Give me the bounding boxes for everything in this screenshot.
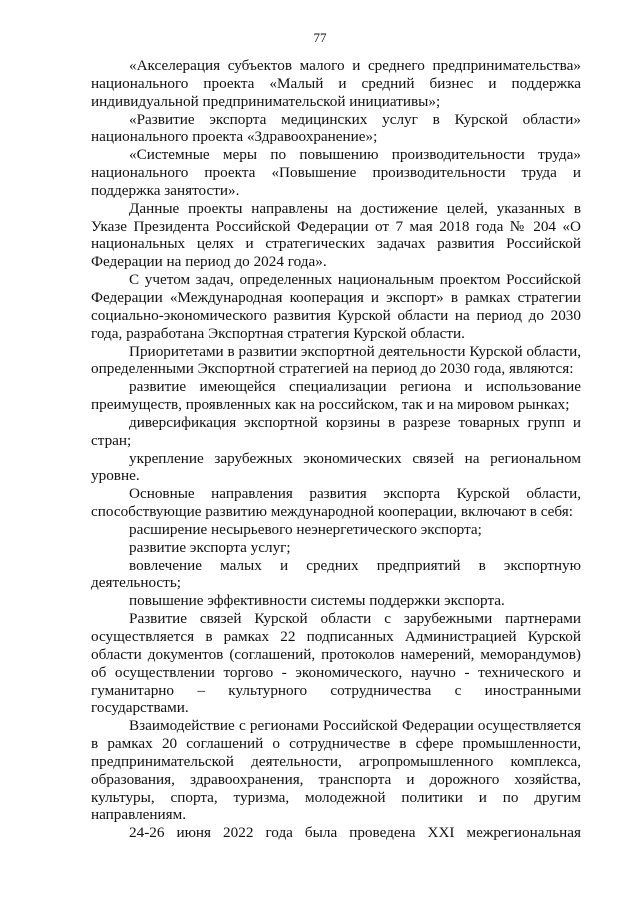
paragraph: «Системные меры по повышению производительности труда» национального проекта «Повышение производительности труда и поддержка занятости».: [91, 146, 581, 199]
paragraph: Взаимодействие с регионами Российской Федерации осуществляется в рамках 20 соглашений о сотрудничестве в сфере промышленности, предпринимательской деятельности, агропромышленного комплекса, образования, здравоохранения, транспорта и дорожного хозяйства, культуры, спорта, туризма, молодежной политики и по другим направлениям.: [91, 717, 581, 824]
paragraph: вовлечение малых и средних предприятий в экспортную деятельность;: [91, 556, 581, 592]
paragraph: расширение несырьевого неэнергетического экспорта;: [129, 520, 482, 538]
paragraph: Данные проекты направлены на достижение целей, указанных в Указе Президента Российской Федерации от 7 мая 2018 года № 204 «О национальных целях и стратегических задачах развития Российской Федерации на период до 2024 года».: [91, 199, 581, 271]
paragraph: диверсификация экспортной корзины в разрезе товарных групп и стран;: [91, 413, 581, 449]
page-number: 77: [313, 30, 327, 45]
paragraph: 24-26 июня 2022 года была проведена XXI межрегиональная: [129, 824, 581, 842]
paragraph: «Развитие экспорта медицинских услуг в Курской области» национального проекта «Здравоохранение»;: [91, 110, 581, 146]
paragraph: Основные направления развития экспорта Курской области, способствующие развитию международной кооперации, включают в себя:: [91, 485, 581, 521]
paragraph: укрепление зарубежных экономических связей на региональном уровне.: [91, 449, 581, 485]
paragraph: «Акселерация субъектов малого и среднего предпринимательства» национального проекта «Малый и средний бизнес и поддержка индивидуальной предпринимательской инициативы»;: [91, 57, 581, 110]
paragraph: Приоритетами в развитии экспортной деятельности Курской области, определенными Экспортной стратегией на период до 2030 года, являются:: [91, 342, 581, 378]
paragraph: развитие экспорта услуг;: [129, 538, 291, 556]
paragraph: С учетом задач, определенных национальным проектом Российской Федерации «Международная кооперация и экспорт» в рамках стратегии социально-экономического развития Курской области на период до 2030 года, разработана Экспортная стратегия Курской области.: [91, 271, 581, 342]
paragraph: Развитие связей Курской области с зарубежными партнерами осуществляется в рамках 22 подписанных Администрацией Курской области документов (соглашений, протоколов намерений, меморандумов) об осуществлении торгово - экономического, научно - технического и гуманитарно – культурного сотрудничества с иностранными государствами.: [91, 610, 581, 717]
paragraph: развитие имеющейся специализации региона и использование преимуществ, проявленных как на российском, так и на мировом рынках;: [91, 378, 581, 414]
paragraph: повышение эффективности системы поддержки экспорта.: [129, 592, 505, 610]
document-body: [91, 57, 581, 842]
